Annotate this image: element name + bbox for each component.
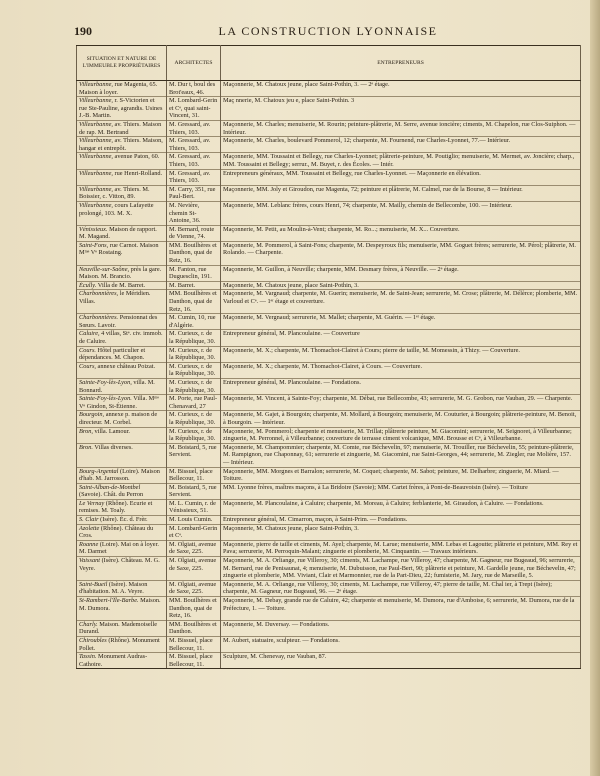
- cell-situation: [77, 81, 167, 97]
- building-description: (Isère). Maison d'habitation. M. A. Veyre.: [79, 580, 148, 596]
- cell-entrepreneurs: Sculpture, M. Chenevay, rue Vauban, 87.: [221, 653, 581, 669]
- building-description: Villas diverses.: [92, 443, 133, 451]
- place-name: Cours.: [79, 346, 96, 354]
- column-header-entrepreneurs: ENTREPRENEURS: [221, 46, 581, 81]
- page-header: [74, 24, 582, 40]
- building-description: (Isère). Éc. d. Frèr.: [98, 516, 148, 524]
- cell-entrepreneurs: Maçonnerie, M. Champommier; charpente, M. Comte, rue Béchevelin, 97; menuiserie, M. Trouiller, rue Béchevelin, 55; peinture-plâtrerie, M. Rampignon, rue Chaponnay, 61; serrurerie et zinguerie, M. Giacomini, rue Saint-Georges, 44; serrurerie, M. Ziegler, rue Molière, 157. — Intérieur.: [221, 443, 581, 467]
- cell-architecte: MM. Bouilhères et Danthon, quai de Retz, 16.: [167, 241, 221, 265]
- cell-situation: [77, 483, 167, 499]
- cell-architecte: M. Curieux, r. de la République, 30.: [167, 411, 221, 427]
- building-description: Maison de rapport. M. Magand.: [79, 225, 157, 241]
- building-description: rue Henri-Rolland.: [112, 169, 163, 177]
- cell-architecte: M. Lombard-Gerin et Cᵉ.: [167, 524, 221, 540]
- running-title: LA CONSTRUCTION LYONNAISE: [218, 24, 438, 38]
- cell-entrepreneurs: M. Aubert, statuaire, sculpteur. — Fondations.: [221, 636, 581, 652]
- building-description: Hôtel particulier et dépendances. M. Chapon.: [79, 346, 146, 362]
- cell-entrepreneurs: Maçonnerie, M. Duversay. — Fondations.: [221, 620, 581, 636]
- page-edge-shadow: [590, 0, 600, 776]
- table-row: [77, 540, 581, 556]
- cell-situation: [77, 137, 167, 153]
- table-row: [77, 557, 581, 581]
- table-row: [77, 281, 581, 290]
- cell-situation: [77, 411, 167, 427]
- place-name: Sainte-Foy-lès-Lyon,: [79, 378, 132, 386]
- place-name: Villeurbanne,: [79, 120, 113, 128]
- cell-entrepreneurs: Maçonnerie, M. Debay, grande rue de Caluire, 42; charpente et menuiserie, M. Dumora, rue d'Amboise, 6; serrurerie, M. Dumora, rue de la Préfecture, 1. — Toiture.: [221, 597, 581, 621]
- cell-architecte: M. Olgiati, avenue de Saxe, 225.: [167, 540, 221, 556]
- table-row: [77, 346, 581, 362]
- cell-entrepreneurs: Entrepreneurs généraux, MM. Toussaint et Bellegy, rue Charles-Lyonnet. — Maçonnerie en élévation.: [221, 169, 581, 185]
- cell-entrepreneurs: Maçonnerie, M. X.; charpente, M. Thomachot-Clairet à Cours; pierre de taille, M. Momessin, à Thizy. — Couverture.: [221, 346, 581, 362]
- page-number: 190: [74, 24, 92, 38]
- cell-entrepreneurs: Maçonnerie, M. Charles, boulevard Pommerol, 12; charpente, M. Fournend, rue Charles-Lyonnet, 77.— Intérieur.: [221, 137, 581, 153]
- table-row: [77, 330, 581, 346]
- place-name: Villeurbanne,: [79, 153, 113, 161]
- cell-entrepreneurs: Maç nnerie, M. Chatoux jeu e, place Saint-Pothin. 3: [221, 97, 581, 121]
- construction-register-table: [76, 45, 581, 669]
- cell-architecte: M. Bernard, route de Vienne, 74.: [167, 225, 221, 241]
- cell-entrepreneurs: Maçonnerie, M. Chatoux jeune, place Saint-Pothin, 3.: [221, 524, 581, 540]
- cell-situation: [77, 225, 167, 241]
- cell-architecte: MM. Bouilhères et Danthon, quai de Retz, 16.: [167, 290, 221, 314]
- table-header-row: [77, 46, 581, 81]
- building-description: 4 villas, Stᵉ. civ. immob. de Caluire.: [79, 330, 163, 345]
- table-row: [77, 241, 581, 265]
- table-row: [77, 169, 581, 185]
- cell-entrepreneurs: Maçonnerie, MM. Toussaint et Bellegy, rue Charles-Lyonnet; plâtrerie-peinture, M. Poutiglio; menuiserie, M. Mermet, av. Joncière; charp., MM. Toussaint et Bellegy; serrur., M. Buyet, r. des Écoles. — Intér.: [221, 153, 581, 169]
- cell-architecte: M. Dur t, boul des Brot'eaux, 46.: [167, 81, 221, 97]
- cell-entrepreneurs: Entrepreneur général, M. Plancoulaine. — Fondations.: [221, 378, 581, 394]
- cell-entrepreneurs: Maçonnerie, M. Chatoux jeune, place Saint-Pothin, 3.: [221, 281, 581, 290]
- place-name: Villeurbanne,: [79, 97, 113, 105]
- cell-situation: [77, 524, 167, 540]
- place-name: Chiroubles: [79, 636, 107, 644]
- table-row: [77, 597, 581, 621]
- table-row: [77, 620, 581, 636]
- cell-architecte: M. Bissuel, place Bellecour, 11.: [167, 653, 221, 669]
- cell-entrepreneurs: Maçonnerie, M. Vargnaud; charpente, M. Guerin; menuiserie, M. de Saint-Jean; serrurerie, M. Crose; plâtrerie, M. Délèrce; plomberie, MM. Varloud et Cᵉ. — 1ᵉʳ étage et couverture.: [221, 290, 581, 314]
- cell-architecte: M. Gressard, av. Thiers, 103.: [167, 137, 221, 153]
- cell-entrepreneurs: Maçonnerie, M. A. Orliange, rue Villeroy, 30; ciments, M. Lachampe, rue Villeroy, 47; charpente, M. Gagneur, rue Bugeaud, 96; serrurerie, M. Bernard, rue de Penisaunat, 4; menuiserie, M. Dubuisson, rue Paul-Bert, 90; plâtrerie et peinture, M. Gardelle jeune, rue Béchevelin, 47; zinguerie et plomberie, MM. Viviant, Clair et Marmonnier, rue de la Part-Dieu, 22; fumisterie, M. Jary, rue de Marseille, 5.: [221, 557, 581, 581]
- table-row: [77, 580, 581, 596]
- table-row: [77, 653, 581, 669]
- place-name: Charly.: [79, 620, 98, 628]
- cell-entrepreneurs: Entrepreneur général, M. Plancoulaine. — Couverture: [221, 330, 581, 346]
- place-name: Neuville-sur-Saône,: [79, 265, 130, 273]
- cell-situation: [77, 427, 167, 443]
- place-name: Tassin.: [79, 653, 97, 661]
- cell-situation: [77, 362, 167, 378]
- cell-situation: [77, 499, 167, 515]
- table-row: [77, 499, 581, 515]
- building-description: cours Lafayette prolongé, 103. M. X.: [79, 201, 154, 217]
- cell-architecte: M. Gressard, av. Thiers, 103.: [167, 120, 221, 136]
- cell-entrepreneurs: Maçonnerie, M. Gajet, à Bourgoin; charpente, M. Mollard, à Bourgoin; menuiserie, M. Couturier, à Bourgoin; plâtrerie-peinture, M. Benoit, à Bourgoin. — Intérieur.: [221, 411, 581, 427]
- table-row: [77, 636, 581, 652]
- place-name: Vaissant: [79, 557, 100, 565]
- place-name: Roanne: [79, 540, 99, 548]
- place-name: Le Vernay: [79, 499, 105, 507]
- cell-situation: [77, 557, 167, 581]
- cell-situation: [77, 580, 167, 596]
- cell-situation: [77, 97, 167, 121]
- place-name: Charbonnières,: [79, 290, 119, 298]
- column-header-situation: SITUATION ET NATURE DE L'IMMEUBLE PROPRIÉTAIRES: [77, 46, 167, 81]
- cell-entrepreneurs: Maçonnerie, M. A. Orliange, rue Villeroy, 30; ciments, M. Lachampe, rue Villeroy, 47; pierre de taille, M. Chal ier, à Trept (Isère); charpente, M. Gagneur, rue Bugeaud, 96. — 2ᵉ étage.: [221, 580, 581, 596]
- cell-situation: [77, 120, 167, 136]
- table-row: [77, 395, 581, 411]
- cell-architecte: M. Gressard, av. Thiers, 103.: [167, 169, 221, 185]
- building-description: le Méridien. Villas.: [79, 290, 151, 306]
- cell-entrepreneurs: Entrepreneur général, M. Cimarron, maçon, à Saint-Prim. — Fondations.: [221, 516, 581, 525]
- cell-situation: [77, 265, 167, 281]
- cell-architecte: M. Boistard, 5, rue Servient.: [167, 443, 221, 467]
- table-row: [77, 483, 581, 499]
- place-name: Villeurbanne,: [79, 137, 113, 145]
- cell-situation: [77, 653, 167, 669]
- cell-entrepreneurs: Maçonnerie, M. X.; charpente, M. Thomachot-Clairet, à Cours. — Couverture.: [221, 362, 581, 378]
- table-row: [77, 81, 581, 97]
- building-description: av. Thiers. Maison, hangar et entrepôt.: [79, 137, 163, 152]
- cell-architecte: M. Curieux, r. de la République, 30.: [167, 362, 221, 378]
- cell-situation: [77, 516, 167, 525]
- cell-entrepreneurs: Maçonnerie, M. Vergnaud; serrurerie, M. Mallet; charpente, M. Guérin. — 1ᵉʳ étage.: [221, 314, 581, 330]
- cell-situation: [77, 185, 167, 201]
- cell-architecte: M. Bissuel, place Bellecour, 11.: [167, 636, 221, 652]
- cell-architecte: M. L. Cumin, r. de Vénissieux, 51.: [167, 499, 221, 515]
- cell-entrepreneurs: Maçonnerie, M. Pommerol; charpente et menuiserie, M. Trillat; plâtrerie peinture, M. Giacomini; serrurerie, M. Seignoret, à Villeurbanne; zinguerie, M. Perronnel, à Villeurbanne; couverture de terrasse ciment volcanique, MM. Brousse et Cᵉ, à Villeurbanne.: [221, 427, 581, 443]
- table-row: [77, 516, 581, 525]
- building-description: (Loire). Maison d'hab. M. Jarrosson.: [79, 467, 160, 483]
- building-description: près la gare. Maison. M. Brancio.: [79, 265, 162, 281]
- building-description: (Loire). Mai on à loyer. M. Darmet: [79, 540, 159, 556]
- table-row: [77, 427, 581, 443]
- cell-entrepreneurs: Maçonnerie, M. Chatoux jeune, place Saint-Pothin, 3. — 2ᵉ étage.: [221, 81, 581, 97]
- table-row: [77, 97, 581, 121]
- place-name: Caluire,: [79, 330, 100, 338]
- building-description: Maison. Mademoiselle Durand.: [79, 620, 158, 636]
- building-description: avenue Paton, 60.: [112, 153, 160, 161]
- place-name: Saint-Bueil: [79, 580, 108, 588]
- place-name: Villeurbanne,: [79, 185, 113, 193]
- place-name: Villeurbanne,: [79, 201, 113, 209]
- building-description: av. Thiers. M. Boissier, c. Vitton, 89.: [79, 185, 150, 201]
- place-name: Sainte-Foy-lès-Lyon.: [79, 395, 132, 403]
- cell-situation: [77, 290, 167, 314]
- cell-architecte: M. Cumin, 10, rue d'Algérie.: [167, 314, 221, 330]
- cell-architecte: M. Louis Cumin.: [167, 516, 221, 525]
- cell-entrepreneurs: Maçonnerie, MM. Morgnes et Barralon; serrurerie, M. Coquet; charpente, M. Sabot; peinture, M. Delharbre; zinguerie, M. Miard. — Toiture.: [221, 467, 581, 483]
- building-description: rue Carnot. Maison Mᵐᵉ Vᵉ Rostaing.: [79, 241, 159, 257]
- cell-architecte: M. Olgiati, avenue de Saxe, 225.: [167, 557, 221, 581]
- place-name: Villeurbanne,: [79, 169, 113, 177]
- place-name: St-Rambert-l'Île-Barbe.: [79, 597, 139, 604]
- building-description: rue Magenta, 65. Maison à loyer.: [79, 81, 158, 96]
- cell-architecte: M. Curieux, r. de la République, 30.: [167, 427, 221, 443]
- table-row: [77, 265, 581, 281]
- building-description: villa. M. Bonnard.: [79, 378, 155, 394]
- building-description: Pensionnat des Sœurs. Lavoir.: [79, 314, 158, 329]
- cell-situation: [77, 330, 167, 346]
- place-name: Écully.: [79, 281, 97, 289]
- building-description: (Rhône). Château du Cros.: [79, 524, 154, 540]
- cell-situation: [77, 395, 167, 411]
- building-description: annexe château Poizat.: [95, 362, 156, 370]
- building-description: villa. Lamour.: [92, 427, 131, 435]
- cell-architecte: M. Gressard, av. Thiers, 103.: [167, 153, 221, 169]
- cell-entrepreneurs: Maçonnerie, MM. Joly et Giroudon, rue Magenta, 72; peinture et plâtrerie, M. Calmel, rue de la Bourse, 8 — Intérieur.: [221, 185, 581, 201]
- cell-architecte: M. Barret.: [167, 281, 221, 290]
- cell-architecte: M. Lombard-Gerin et Cᵉ, quai saint-Vincent, 31.: [167, 97, 221, 121]
- cell-architecte: M. Carry, 351, rue Paul-Bert.: [167, 185, 221, 201]
- place-name: Azolette: [79, 524, 100, 532]
- table-row: [77, 120, 581, 136]
- cell-entrepreneurs: Maçonnerie, M. Petit, au Moulin-à-Vent; charpente, M. Ro...; menuiserie, M. X... Couverture.: [221, 225, 581, 241]
- cell-entrepreneurs: Maçonnerie, pierre de taille et ciments, M. Ayel; charpente, M. Larue; menuiserie, MM. Lebas et Lagoutte; plâtrerie et peinture, MM. Rey et Pava; serrurerie, M. Perroquin-Malant; zinguerie et plomberie, M. Cinquantin. — Travaux intérieurs.: [221, 540, 581, 556]
- table-row: [77, 153, 581, 169]
- cell-situation: [77, 314, 167, 330]
- table-row: [77, 362, 581, 378]
- place-name: Villeurbanne,: [79, 81, 113, 88]
- table-row: [77, 411, 581, 427]
- place-name: Cours,: [79, 362, 96, 370]
- place-name: Bourgoin,: [79, 411, 105, 419]
- table-row: [77, 185, 581, 201]
- building-description: av. Thiers. Maison de rap. M. Bertrand: [79, 120, 162, 136]
- building-description: (Isère). Château. M. G. Veyre.: [79, 557, 160, 572]
- cell-situation: [77, 281, 167, 290]
- building-description: r. S-Victorien et rue Ste-Pauline, agrandis. Usines J.-B. Martin.: [79, 97, 163, 120]
- place-name: Bourg-Argental: [79, 467, 119, 475]
- cell-entrepreneurs: MM. Lyonne frères, maîtres maçons, à La Bridoire (Savoie); MM. Cartet frères, à Pont-de-Beauvoisin (Isère). — Toiture: [221, 483, 581, 499]
- table-row: [77, 137, 581, 153]
- table-row: [77, 467, 581, 483]
- place-name: Saint-Fons,: [79, 241, 109, 249]
- place-name: S. Clair: [79, 516, 99, 524]
- place-name: Bron.: [79, 443, 93, 451]
- cell-architecte: M. Curieux, r. de la République, 30.: [167, 346, 221, 362]
- building-description: (Rhône). Monument Pollet.: [79, 636, 160, 652]
- building-description: annexe p. maison de directeur. M. Corbel.: [79, 411, 158, 426]
- table-row: [77, 443, 581, 467]
- cell-entrepreneurs: Maçonnerie, M. Guillon, à Neuville; charpente, MM. Desmary frères, à Neuville. — 2ᵉ étage.: [221, 265, 581, 281]
- cell-architecte: M. Nevière, chemin St-Antoine, 36.: [167, 201, 221, 225]
- building-description: (Savoie). Chât. du Perron: [79, 491, 144, 499]
- cell-situation: [77, 597, 167, 621]
- table-row: [77, 290, 581, 314]
- cell-architecte: M. Curieux, r. de la République, 30.: [167, 330, 221, 346]
- cell-situation: [77, 636, 167, 652]
- cell-situation: [77, 241, 167, 265]
- place-name: Bron,: [79, 427, 93, 435]
- cell-entrepreneurs: Maçonnerie, M. Plancoulaine, à Caluire; charpente, M. Moreau, à Caluire; ferblanterie, M. Giraudon, à Caluire. — Fondations.: [221, 499, 581, 515]
- cell-situation: [77, 378, 167, 394]
- table-row: [77, 378, 581, 394]
- cell-situation: [77, 467, 167, 483]
- cell-architecte: MM. Bouilhères et Danthon, quai de Retz, 16.: [167, 597, 221, 621]
- cell-entrepreneurs: Maçonnerie, M. Vincent, à Sainte-Foy; charpente, M. Débat, rue Bellecombe, 43; serrurerie, M. G. Grobon, rue Vauban, 29. — Charpente.: [221, 395, 581, 411]
- cell-architecte: M. Bissuel, place Bellecour, 11.: [167, 467, 221, 483]
- table-row: [77, 524, 581, 540]
- column-header-architectes: ARCHITECTES: [167, 46, 221, 81]
- cell-situation: [77, 201, 167, 225]
- cell-entrepreneurs: Maçonnerie, M. Charles; menuiserie, M. Rourin; peinture-plâtrerie, M. Serre, avenue ioncière; ciments, M. Chapelon, rue Clos-Suiphon. — Intérieur.: [221, 120, 581, 136]
- cell-situation: [77, 153, 167, 169]
- cell-architecte: M. Olgiati, avenue de Saxe, 225.: [167, 580, 221, 596]
- building-description: Maison. M. Dumora.: [79, 597, 161, 612]
- cell-situation: [77, 443, 167, 467]
- cell-architecte: M. Fanton, rue Duguesclin, 191.: [167, 265, 221, 281]
- cell-situation: [77, 346, 167, 362]
- building-description: Villa de M. Barret.: [96, 281, 146, 289]
- building-description: (Rhône). Ecurie et remises. M. Toaly.: [79, 499, 153, 515]
- cell-architecte: MM. Bouilhères et Danthon.: [167, 620, 221, 636]
- place-name: Saint-Alban-de-Montbel: [79, 483, 141, 491]
- cell-architecte: M. Porte, rue Paul-Chenavard, 27: [167, 395, 221, 411]
- cell-situation: [77, 540, 167, 556]
- place-name: Vénissieux.: [79, 225, 108, 233]
- cell-situation: [77, 620, 167, 636]
- cell-entrepreneurs: Maçonnerie, M. Pommerol, à Saint-Fons; charpente, M. Despeyroux fils; menuiserie, MM. Goguet frères; serrurerie, M. Pérol; plâtrerie, M. Rolando. — Charpente.: [221, 241, 581, 265]
- table-row: [77, 201, 581, 225]
- cell-architecte: M. Boistard, 5, rue Servient.: [167, 483, 221, 499]
- building-description: Villa. Mᵐᵉ Vᵉ Gindon, St-Étienne.: [79, 395, 159, 410]
- cell-situation: [77, 169, 167, 185]
- cell-entrepreneurs: Maçonnerie, MM. Leblanc frères, cours Henri, 74; charpente, M. Mailly, chemin de Bellecombe, 100. — Intérieur.: [221, 201, 581, 225]
- table-row: [77, 314, 581, 330]
- table-row: [77, 225, 581, 241]
- place-name: Charbonnières.: [79, 314, 119, 322]
- building-description: Monument Audras-Cathoire.: [79, 653, 148, 668]
- cell-architecte: M. Curieux, r. de la République, 30.: [167, 378, 221, 394]
